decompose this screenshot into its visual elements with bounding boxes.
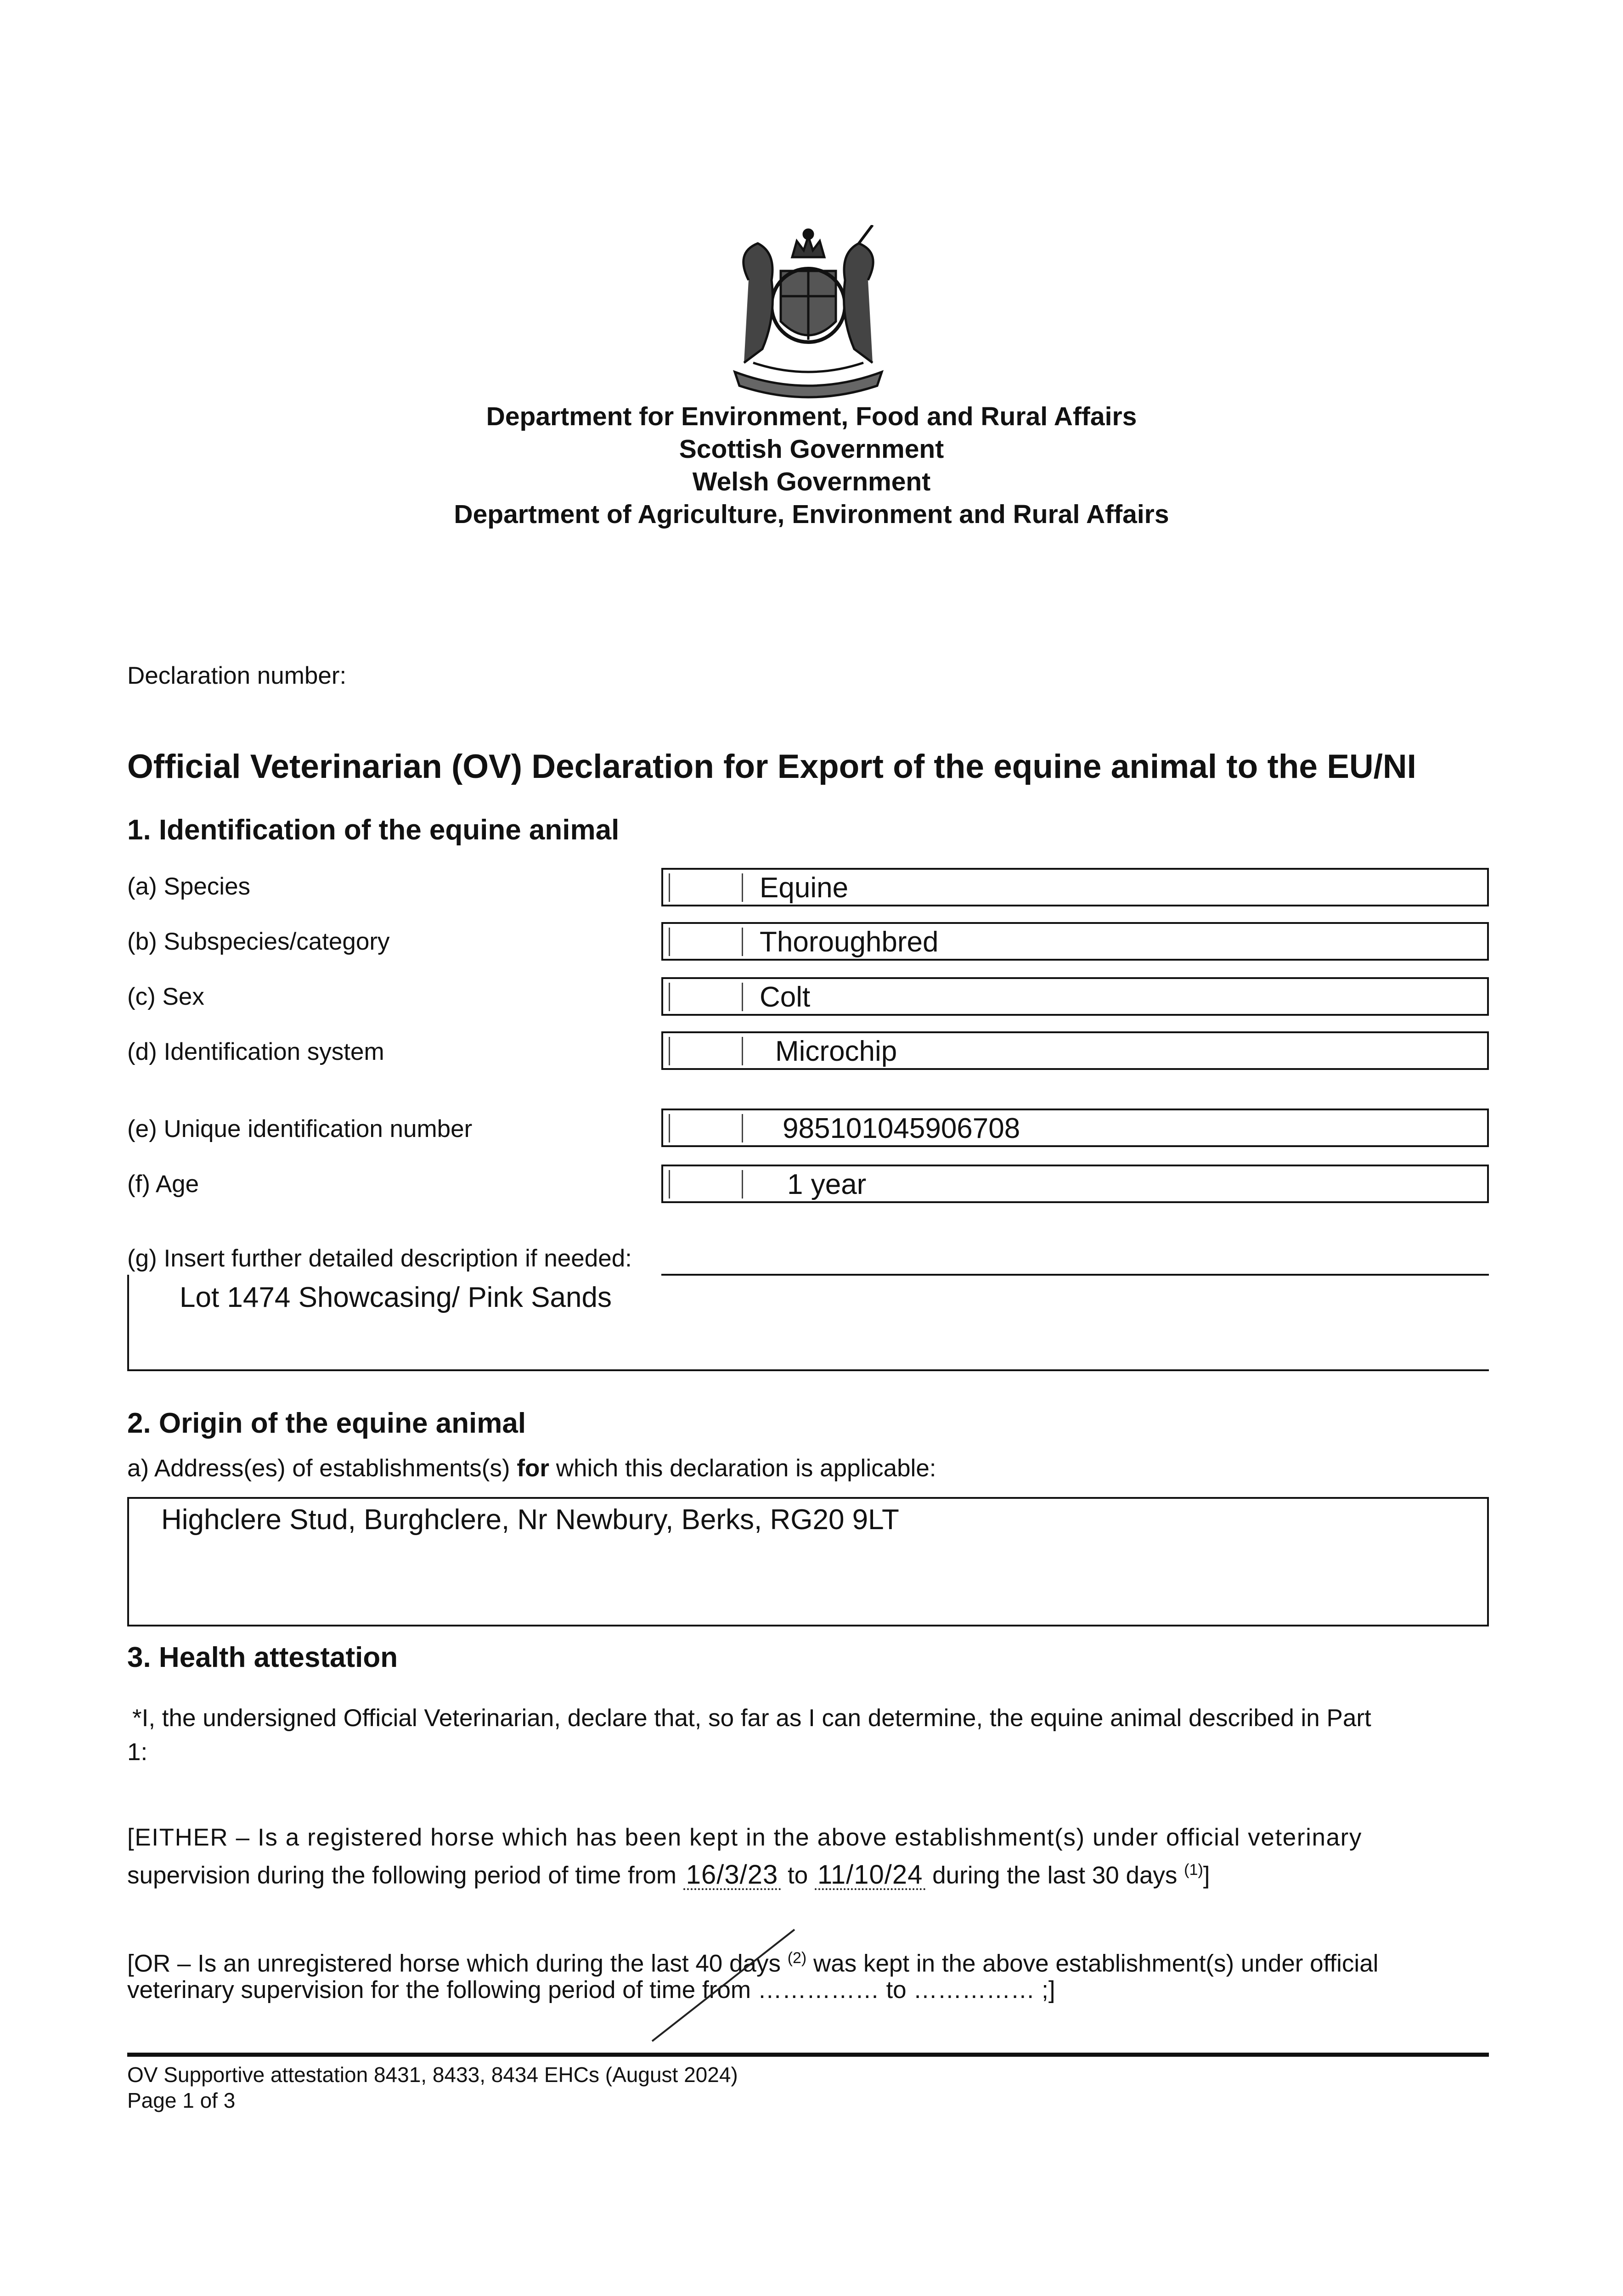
section-2-heading: 2. Origin of the equine animal — [127, 1407, 526, 1439]
unique-id-label: (e) Unique identification number — [127, 1115, 473, 1142]
age-value: 1 year — [787, 1169, 867, 1200]
field-code-box — [669, 983, 743, 1011]
department-name: Department of Agriculture, Environment and Rural Affairs — [454, 500, 1169, 529]
section-1-heading: 1. Identification of the equine animal — [127, 814, 620, 846]
field-code-box — [669, 873, 743, 902]
species-label: (a) Species — [127, 873, 251, 900]
address-value: Highclere Stud, Burghclere, Nr Newbury, Berks, RG20 9LT — [161, 1504, 899, 1536]
unique-id-field[interactable] — [661, 1109, 1489, 1147]
subspecies-label: (b) Subspecies/category — [127, 928, 390, 955]
either-clause-text: supervision during the following period of time from 16/3/23 to 11/10/24 during the last 30 days $^{(1)}$] — [127, 1859, 1210, 1890]
section-3-heading: 3. Health attestation — [127, 1642, 398, 1673]
sex-label: (c) Sex — [127, 983, 204, 1010]
identification-system-value: Microchip — [775, 1035, 897, 1067]
field-code-box — [669, 1037, 743, 1065]
health-intro-text: 1: — [127, 1739, 148, 1766]
identification-system-field[interactable] — [661, 1031, 1489, 1070]
age-field[interactable] — [661, 1165, 1489, 1203]
sex-value: Colt — [760, 981, 811, 1013]
further-description-field[interactable] — [127, 1275, 1489, 1371]
further-description-value: Lot 1474 Showcasing/ Pink Sands — [180, 1282, 612, 1313]
field-code-box — [669, 1170, 743, 1199]
subspecies-value: Thoroughbred — [760, 926, 939, 958]
strike-through-mark — [643, 1924, 808, 2048]
subspecies-field[interactable] — [661, 922, 1489, 961]
department-name: Scottish Government — [679, 434, 944, 464]
either-to-date[interactable]: 11/10/24 — [815, 1862, 925, 1890]
age-label: (f) Age — [127, 1171, 199, 1198]
sex-field[interactable] — [661, 977, 1489, 1016]
royal-coat-of-arms-icon — [707, 225, 909, 400]
either-from-date[interactable]: 16/3/23 — [683, 1862, 781, 1890]
footer-divider — [127, 2053, 1489, 2057]
further-description-label: (g) Insert further detailed description if needed: — [127, 1245, 632, 1272]
identification-system-label: (d) Identification system — [127, 1038, 384, 1065]
declaration-number-label: Declaration number: — [127, 662, 347, 689]
field-code-box — [669, 1114, 743, 1142]
footer-reference: OV Supportive attestation 8431, 8433, 8434 EHCs (August 2024) — [127, 2063, 738, 2087]
species-field[interactable] — [661, 868, 1489, 906]
address-field[interactable] — [127, 1497, 1489, 1626]
field-code-box — [669, 928, 743, 956]
department-name: Welsh Government — [692, 467, 931, 496]
health-intro-text: *I, the undersigned Official Veterinarian, declare that, so far as I can determine, the equine animal described in Part — [132, 1705, 1371, 1732]
or-clause-text: veterinary supervision for the following period of time from …………… to …………… ;] — [127, 1976, 1055, 2003]
species-value: Equine — [760, 872, 849, 904]
document-title: Official Veterinarian (OV) Declaration for Export of the equine animal to the EU/NI — [127, 748, 1416, 785]
page-number: Page 1 of 3 — [127, 2088, 236, 2112]
address-label: a) Address(es) of establishments(s) for which this declaration is applicable: — [127, 1455, 936, 1482]
or-clause-text: [OR – Is an unregistered horse which during the last 40 days $^{(2)}$ was kept in the above establishment(s) under official — [127, 1949, 1379, 1977]
either-clause-text: [EITHER – Is a registered horse which has been kept in the above establishment(s) under official veterinary — [127, 1824, 1363, 1851]
unique-id-value: 985101045906708 — [783, 1113, 1020, 1144]
department-name: Department for Environment, Food and Rural Affairs — [486, 402, 1137, 431]
